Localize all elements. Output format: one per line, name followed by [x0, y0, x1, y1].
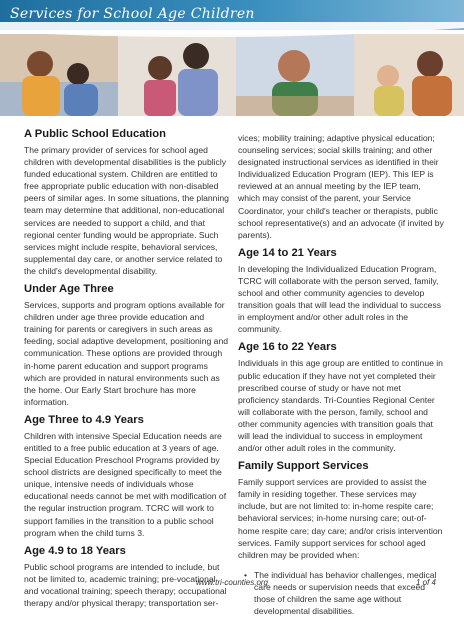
photo-student-smiling: [236, 34, 354, 116]
header: [0, 0, 464, 124]
section-body: Family support services are provided to assist the family in residing together. These services may include, but are not limited to: in-home respite care; behavioral services; in-home nursing care; out-of-home respite care; day care; and/or crisis intervention services. Family support services for school aged children may be provided when:: [238, 477, 443, 560]
photo-mother-and-baby: [354, 34, 464, 116]
bullet-item: • The individual has behavior challenges, medical care needs or supervision needs that exceed those of children the same age without developmental disabilities.: [238, 569, 444, 617]
section-heading: Age Three to 4.9 Years: [24, 413, 144, 426]
page-number: 1 of 4: [415, 578, 436, 587]
continuation-text: vices; mobility training; adaptive physical education; counseling services; social skills training; and other designated instructional services as identified in their Individualized Education Program (IEP). This IEP is reviewed at an annual meeting by the IEP team, which may consist of the parent, your Service Coordinator, your child's teacher or therapists, public school representative(s) and an advocate (if invited by parents).: [238, 133, 444, 240]
section-heading: Under Age Three: [24, 283, 114, 296]
page-title: Services for School Age Children: [10, 6, 255, 22]
section-body: The primary provider of services for school aged children with developmental disabilities is the publicly funded educational system. Children are entitled to free appropriate public education with non-disabled peers of similar ages. In some situations, the planning team may determine that additional, non-educational services are needed to support a child, and that regional center funding would be appropriate. Such services might include respite, behavioral services, supplemental day care, or another service related to the child's developmental disability.: [24, 145, 229, 276]
section-body: Children with intensive Special Education needs are entitled to a free public education at 3 years of age. Special Education Preschool Programs provided by school districts are designed specifically to meet the unique, intensive needs of individuals whose educational needs cannot be met with modification of the regular instruction program. TCRC will work to support families in the transition to a public school program when the child turns 3.: [24, 430, 227, 538]
website-link[interactable]: www.tri-counties.org: [195, 578, 269, 587]
footer: [0, 578, 464, 592]
section-body: In developing the Individualized Education Program, TCRC will collaborate with the person served, family, school and other community agencies to develop transition goals that will lead the individual to success in employment and/or other adult roles in the community.: [238, 263, 442, 335]
section-heading: A Public School Education: [24, 128, 166, 140]
section-body: Individuals in this age group are entitled to continue in public education if they have not yet completed their prescribed course of study or have not met proficiency standards. Tri-Counties Regional Center will collaborate with the person, family, school and other community agencies with transition goals that will lead the individual to success in employment and/or other adult roles in the community.: [238, 358, 443, 454]
right-column: [238, 132, 444, 617]
left-column: [24, 128, 230, 611]
section-heading: Family Support Services: [238, 460, 369, 473]
section-heading: Age 14 to 21 Years: [238, 246, 337, 259]
section-body: Public school programs are intended to include, but not be limited to, academic training; pre-vocational and vocational training; speech therapy; occupational therapy and/or physical therapy; transportation ser-: [24, 561, 227, 608]
section-body: Services, supports and program options available for children under age three provide education and training for parents or caregivers in such areas as feeding, social adaptive development, positioning and communication. These options are provided through in-home parent education and support programs which are provided in natural environments such as the home. Our Early Start brochure has more information.: [24, 300, 229, 407]
photo-child-with-teacher: [0, 34, 118, 116]
photo-parent-and-child: [118, 34, 236, 116]
bullet-list: [238, 569, 444, 617]
section-heading: Age 4.9 to 18 Years: [24, 544, 126, 557]
section-heading: Age 16 to 22 Years: [238, 341, 337, 354]
banner-swoosh: [0, 22, 464, 42]
